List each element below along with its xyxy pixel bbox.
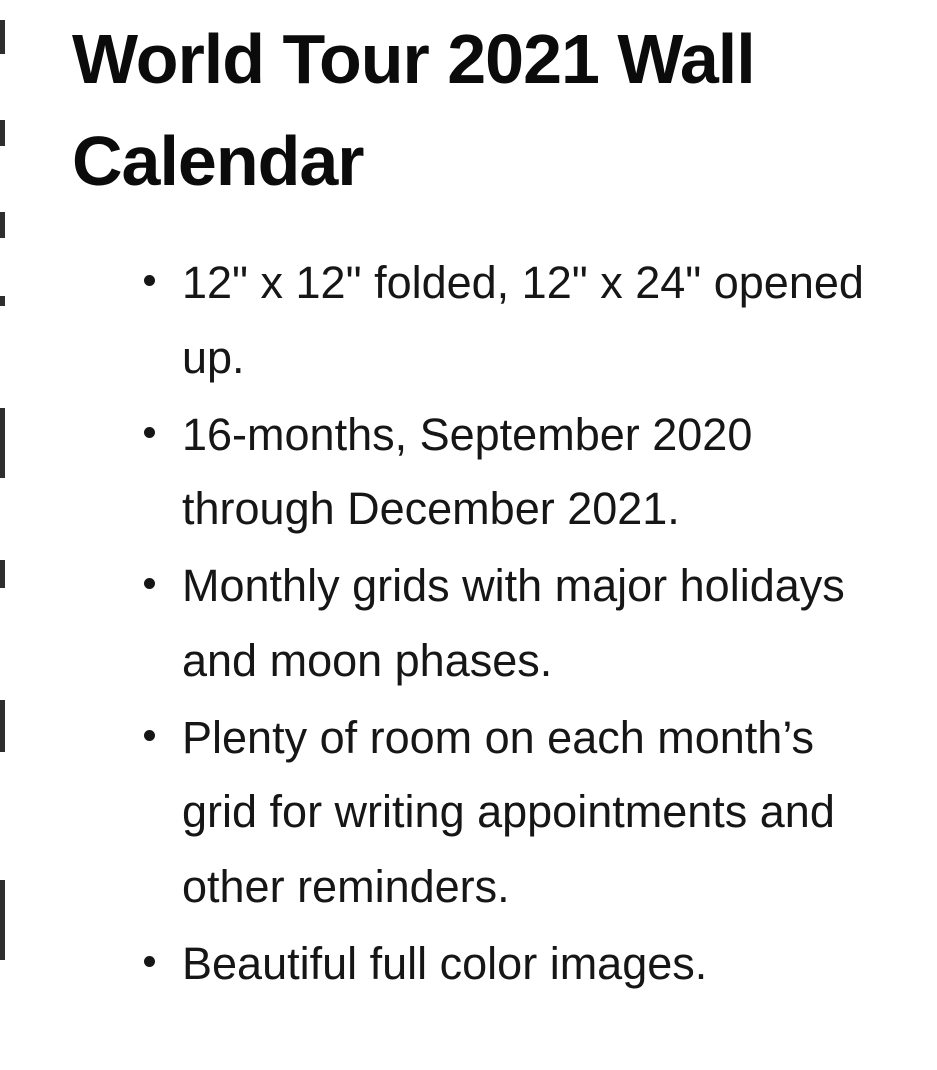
content-column <box>14 0 937 1070</box>
list-item <box>140 549 897 698</box>
bullet-icon <box>144 427 155 438</box>
gutter-mark <box>0 296 5 306</box>
bullet-icon <box>144 730 155 741</box>
bullet-icon <box>144 275 155 286</box>
page-title: World Tour 2021 Wall Calendar <box>72 20 755 201</box>
list-item <box>140 701 897 925</box>
list-item-label: 12" x 12" folded, 12" x 24" opened up. <box>182 257 864 384</box>
gutter-mark <box>0 120 5 146</box>
list-item <box>140 398 897 547</box>
list-item-label: Beautiful full color images. <box>182 937 708 989</box>
left-gutter-strip <box>0 0 14 1070</box>
list-item-label: Plenty of room on each month’s grid for writing appointments and other reminders. <box>182 711 835 912</box>
gutter-mark <box>0 880 5 960</box>
list-item <box>140 927 897 1002</box>
gutter-mark <box>0 560 5 588</box>
list-item <box>140 246 897 395</box>
gutter-mark <box>0 20 5 54</box>
gutter-mark <box>0 700 5 752</box>
list-item-label: Monthly grids with major holidays and moon phases. <box>182 560 845 686</box>
gutter-mark <box>0 408 5 478</box>
bullet-icon <box>144 578 155 589</box>
product-feature-list <box>14 246 937 1001</box>
list-item-label: 16-months, September 2020 through December 2021. <box>182 408 753 535</box>
gutter-mark <box>0 212 5 238</box>
bullet-icon <box>144 956 155 967</box>
